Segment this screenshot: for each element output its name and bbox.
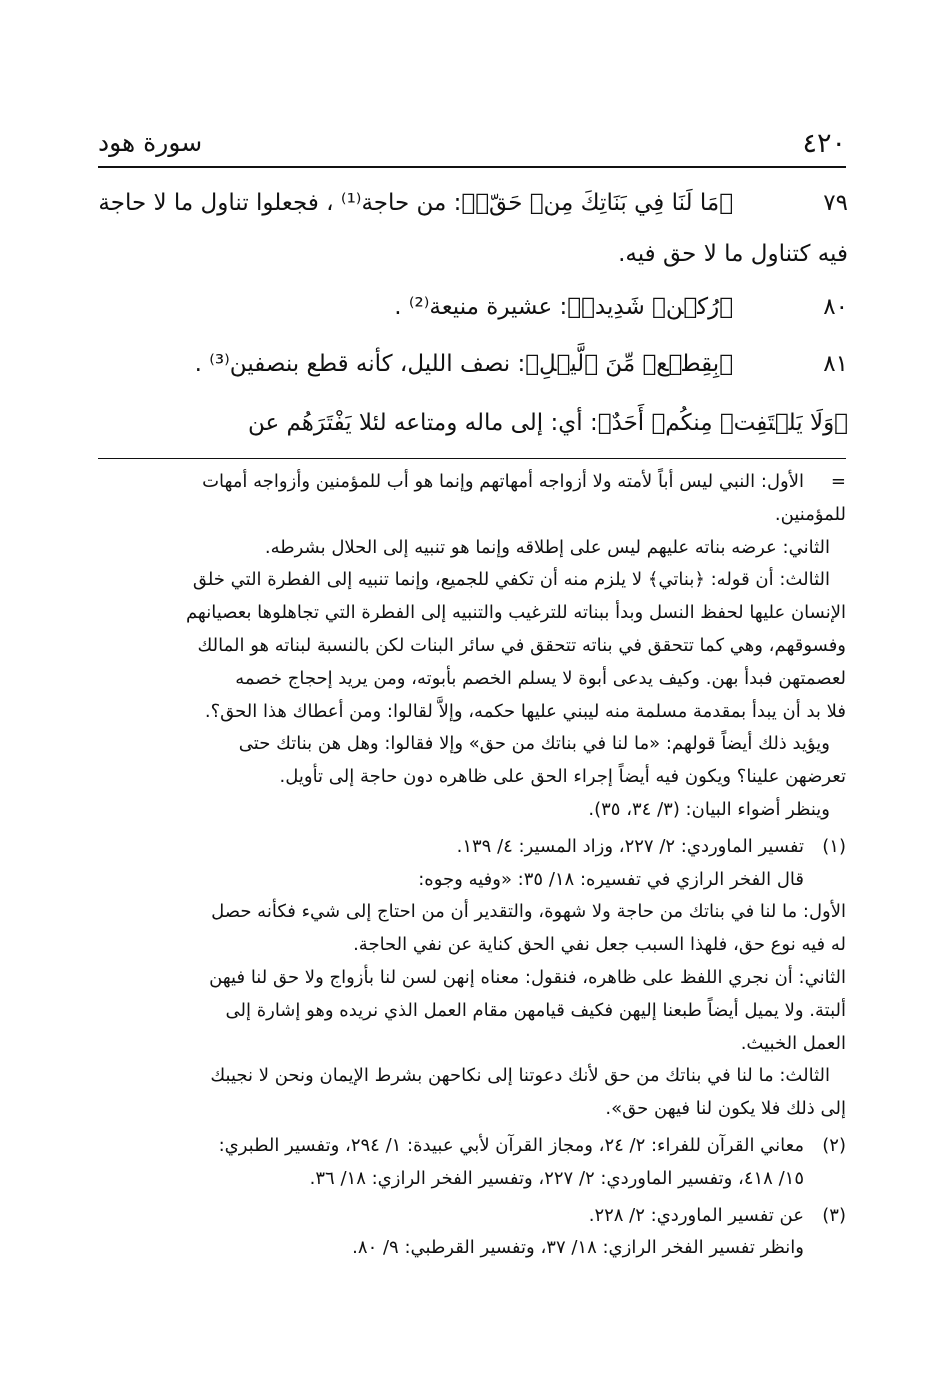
footnote-line: العمل الخبيث.: [740, 1032, 846, 1054]
footnote-line: لعصمتهن فبدأ بهن. وكيف يدعى أبوة لا يسلم الخصم بأبوته، ومن يريد إحجاج خصمه: [235, 667, 846, 689]
footnote-line: للمؤمنين.: [774, 503, 846, 525]
verse-number: ٨٠: [823, 294, 848, 320]
footnote-line: تعرضهن علينا؟ ويكون فيه أيضاً إجراء الحق على ظاهره دون حاجة إلى تأويل.: [279, 766, 846, 788]
footnote-line: ١٥/ ٤١٨، وتفسير الماوردي: ٢/ ٢٢٧، وتفسير الفخر الرازي: ١٨/ ٣٦.: [309, 1167, 804, 1189]
footnote-continuation: [98, 466, 846, 827]
footnote-line: الثاني: أن نجري اللفظ على ظاهره، فنقول: معناه إنهن لسن لنا بأزواج ولا حق لنا فيهن: [209, 966, 846, 988]
surah-title: سورة هود: [98, 128, 203, 157]
footnote-line: معاني القرآن للفراء: ٢/ ٢٤، ومجاز القرآن لأبي عبيدة: ١/ ٢٩٤، وتفسير الطبري:: [218, 1134, 804, 1156]
footnote-line: الثالث: أن قوله: ﴿بناتي﴾ لا يلزم منه أن تكفي للجميع، وإنما تنبيه إلى الفطرة التي خلق: [192, 569, 830, 591]
footnote-line: تفسير الماوردي: ٢/ ٢٢٧، وزاد المسير: ٤/ ١٣٩.: [456, 835, 804, 857]
footnote-line: ويؤيد ذلك أيضاً قولهم: «ما لنا في بناتك من حق» وإلا فقالوا: وهل هن بناتك حتى: [238, 733, 830, 755]
verse-number: ٧٩: [823, 190, 848, 216]
footnote-line: إلى ذلك فلا يكون لنا فيهن حق».: [605, 1098, 846, 1120]
entry-line: فيه كتناول ما لا حق فيه.: [618, 241, 848, 267]
footnote-1: [98, 831, 846, 1126]
verse-number: ٨١: [823, 351, 848, 377]
footnote-mark: (٣): [822, 1204, 846, 1226]
footnote-line: الأول: النبي ليس أباً لأمته ولا أزواجه أمهاتهم وإنما هو أب للمؤمنين وأزواجه أمهات: [202, 471, 804, 492]
page-number: ٤٢٠: [802, 128, 846, 159]
footnote-separator: [98, 458, 846, 459]
footnote-line: عن تفسير الماوردي: ٢/ ٢٢٨.: [588, 1204, 804, 1226]
entry-80: [98, 282, 848, 333]
entry-79: [98, 178, 848, 280]
footnote-line: فلا بد أن يبدأ بمقدمة مسلمة منه ليبني عليها حكمه، وإلاَّ لقالوا: ومن أعطاك هذا الحق؟.: [204, 700, 846, 722]
footnote-line: ألبتة. ولا يميل أيضاً طبعنا إليهن فكيف قيامهن مقام العمل الذي نريده وهو إشارة إلى: [225, 999, 846, 1021]
footnote-line: الثالث: ما لنا في بناتك من حق لأنك دعوتنا إلى نكاحهن بشرط الإيمان ونحن لا نجيبك: [210, 1065, 830, 1087]
footnote-2: [98, 1130, 846, 1196]
footnote-line: وينظر أضواء البيان: (٣/ ٣٤، ٣٥).: [588, 798, 830, 820]
footnote-mark: (٢): [822, 1134, 846, 1156]
entry-81: [98, 339, 848, 449]
entry-line: ﴿رُكۡنٖ شَدِيدٖ﴾: عشيرة منيعة⁽²⁾ .: [394, 294, 733, 320]
footnote-line: له فيه نوع حق، فلهذا السبب جعل نفي الحق كناية عن نفي الحاجة.: [353, 934, 846, 956]
footnote-line: الإنسان عليها لحفظ النسل وبدأ ببناته للترغيب والتنبيه إلى الفطرة التي تجاهلوها بعصيانهم: [185, 602, 846, 624]
footnote-3: [98, 1200, 846, 1266]
entry-line: ﴿بِقِطۡعٖ مِّنَ ٱلَّيۡلِ﴾: نصف الليل، كأنه قطع بنصفين⁽³⁾ .: [194, 351, 733, 377]
footnote-line: وفسوقهم، وهي كما تتحقق في بناته تتحقق في سائر البنات لكن بالنسبة لبناته هو المالك: [197, 634, 846, 656]
footnote-line: قال الفخر الرازي في تفسيره: ١٨/ ٣٥: «وفيه وجوه:: [418, 868, 804, 890]
page-header: [98, 126, 846, 168]
footnote-mark: (١): [822, 835, 846, 857]
footnote-line: وانظر تفسير الفخر الرازي: ١٨/ ٣٧، وتفسير القرطبي: ٩/ ٨٠.: [352, 1237, 804, 1259]
footnote-line: الأول: ما لنا في بناتك من حاجة ولا شهوة، والتقدير أن من احتاج إلى شيء فكأنه حصل: [211, 901, 846, 923]
footnote-line: الثاني: عرضه بناته عليهم ليس على إطلاقه وإنما هو تنبيه إلى الحلال بشرطه.: [264, 536, 830, 558]
footnotes: [98, 466, 846, 1265]
entry-line: ﴿مَا لَنَا فِي بَنَاتِكَ مِنۡ حَقّٖ﴾: من حاجة⁽¹⁾ ، فجعلوا تناول ما لا حاجة: [98, 190, 733, 216]
entry-line: ﴿وَلَا يَلۡتَفِتۡ مِنكُمۡ أَحَدٌ﴾: أي: إلى ماله ومتاعه لئلا يَفْتَرَهُم عن: [247, 410, 848, 436]
continuation-mark: =: [830, 471, 846, 492]
